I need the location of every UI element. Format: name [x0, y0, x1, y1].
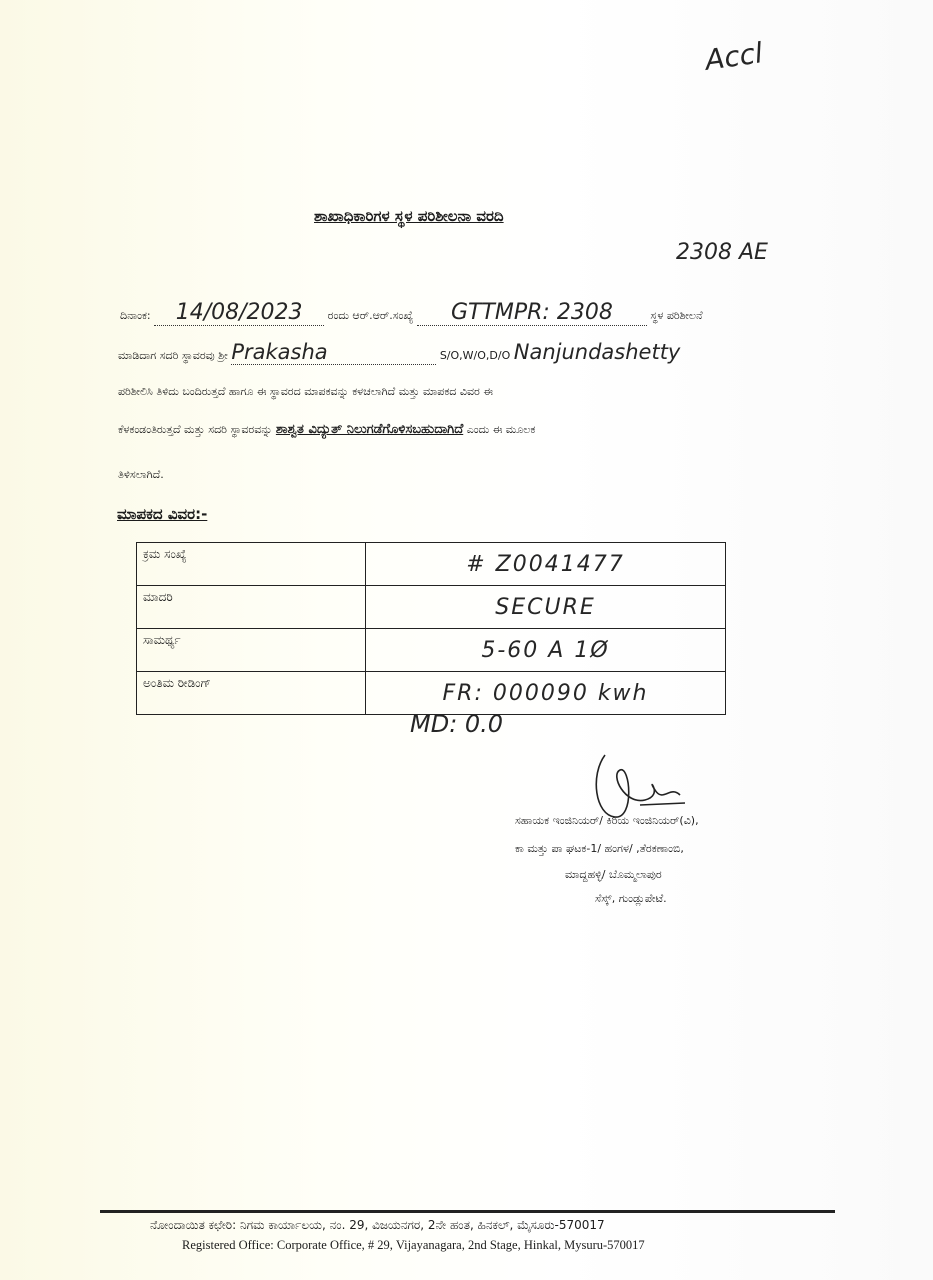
- final-reading-label: ಅಂತಿಮ ರೀಡಿಂಗ್: [137, 672, 366, 715]
- signature-section: ಕಾ ಮತ್ತು ಪಾ ಘಟಕ-1/ ಹಂಗಳ/ ,ತೆರಕಣಾಂಬಿ,: [515, 842, 684, 855]
- body-line-3: ಪರಿಶೀಲಿಸಿ ತಿಳಿದು ಬಂದಿರುತ್ತದೆ ಹಾಗೂ ಈ ಸ್ಥಾವರದ ಮಾಪಕವನ್ನು ಕಳಚಲಾಗಿದೆ ಮತ್ತು ಮಾಪಕದ ವಿವರ ಈ: [118, 385, 493, 398]
- table-row: [137, 586, 726, 629]
- line-consumer-name: [118, 340, 888, 365]
- meter-details-heading: ಮಾಪಕದ ವಿವರ:-: [117, 505, 208, 523]
- line4-suffix: ಎಂದು ಈ ಮೂಲಕ: [466, 423, 536, 436]
- date-label: ದಿನಾಂಕ:: [120, 309, 151, 322]
- body-line-5: ತಿಳಿಸಲಾಗಿದೆ.: [118, 468, 164, 481]
- line2-prefix: ಮಾಡಿದಾಗ ಸದರಿ ಸ್ಥಾವರವು ಶ್ರೀ: [118, 349, 228, 362]
- table-row: [137, 543, 726, 586]
- line-date-rr: [120, 300, 850, 326]
- table-row: [137, 629, 726, 672]
- serial-number-value: # Z0041477: [366, 543, 726, 586]
- rr-label: ರಂದು ಆರ್.ಆರ್.ಸಂಖ್ಯೆ: [327, 309, 414, 322]
- meter-details-table: [136, 542, 726, 715]
- footer-english: Registered Office: Corporate Office, # 29, Vijayanagara, 2nd Stage, Hinkal, Mysuru-570017: [182, 1238, 645, 1252]
- consumer-name-value: Prakasha: [231, 340, 436, 365]
- footer-kannada: ನೋಂದಾಯಿತ ಕಛೇರಿ: ನಿಗಮ ಕಾರ್ಯಾಲಯ, ನಂ. 29, ವಿಜಯನಗರ, 2ನೇ ಹಂತ, ಹಿನಕಲ್, ಮೈಸೂರು-570017: [150, 1218, 605, 1232]
- final-reading-value: FR: 000090 kwh: [366, 672, 726, 715]
- signature-scribble: [585, 745, 695, 825]
- top-right-annotation: Accl: [702, 36, 765, 77]
- relation-label: S/O,W/O,D/O: [439, 349, 511, 362]
- relation-name-value: Nanjundashetty: [513, 340, 681, 364]
- signature-location: ಮಾದ್ದಹಳ್ಳಿ/ ಬೊಮ್ಮಲಾಪುರ: [565, 868, 662, 881]
- model-value: SECURE: [366, 586, 726, 629]
- md-note: MD: 0.0: [410, 710, 504, 738]
- serial-number-label: ಕ್ರಮ ಸಂಖ್ಯೆ: [137, 543, 366, 586]
- date-value: 14/08/2023: [154, 300, 324, 326]
- signature-designation: ಸಹಾಯಕ ಇಂಜಿನಿಯರ್/ ಕಿರಿಯ ಇಂಜಿನಿಯರ್(ವಿ),: [515, 814, 699, 827]
- rr-number-value: GTTMPR: 2308: [417, 300, 647, 326]
- spot-inspection-label: ಸ್ಥಳ ಪರಿಶೀಲನೆ: [650, 309, 703, 322]
- reference-number-annotation: 2308 AE: [676, 240, 768, 265]
- page-title: ಶಾಖಾಧಿಕಾರಿಗಳ ಸ್ಥಳ ಪರಿಶೀಲನಾ ವರದಿ: [314, 207, 504, 225]
- capacity-value: 5-60 A 1Ø: [366, 629, 726, 672]
- body-line-4: [118, 422, 535, 437]
- signature-office: ಸೆಸ್ಕ್, ಗುಂಡ್ಲುಪೇಟೆ.: [595, 892, 667, 905]
- footer-divider: [100, 1210, 835, 1213]
- model-label: ಮಾದರಿ: [137, 586, 366, 629]
- table-row: [137, 672, 726, 715]
- capacity-label: ಸಾಮರ್ಥ್ಯ: [137, 629, 366, 672]
- permanent-disconnection-text: ಶಾಶ್ವತ ವಿದ್ಯುತ್ ನಿಲುಗಡೆಗೊಳಿಸಬಹುದಾಗಿದೆ: [275, 422, 464, 437]
- line4-prefix: ಕೆಳಕಂಡಂತಿರುತ್ತದೆ ಮತ್ತು ಸದರಿ ಸ್ಥಾವರವನ್ನು: [118, 423, 273, 436]
